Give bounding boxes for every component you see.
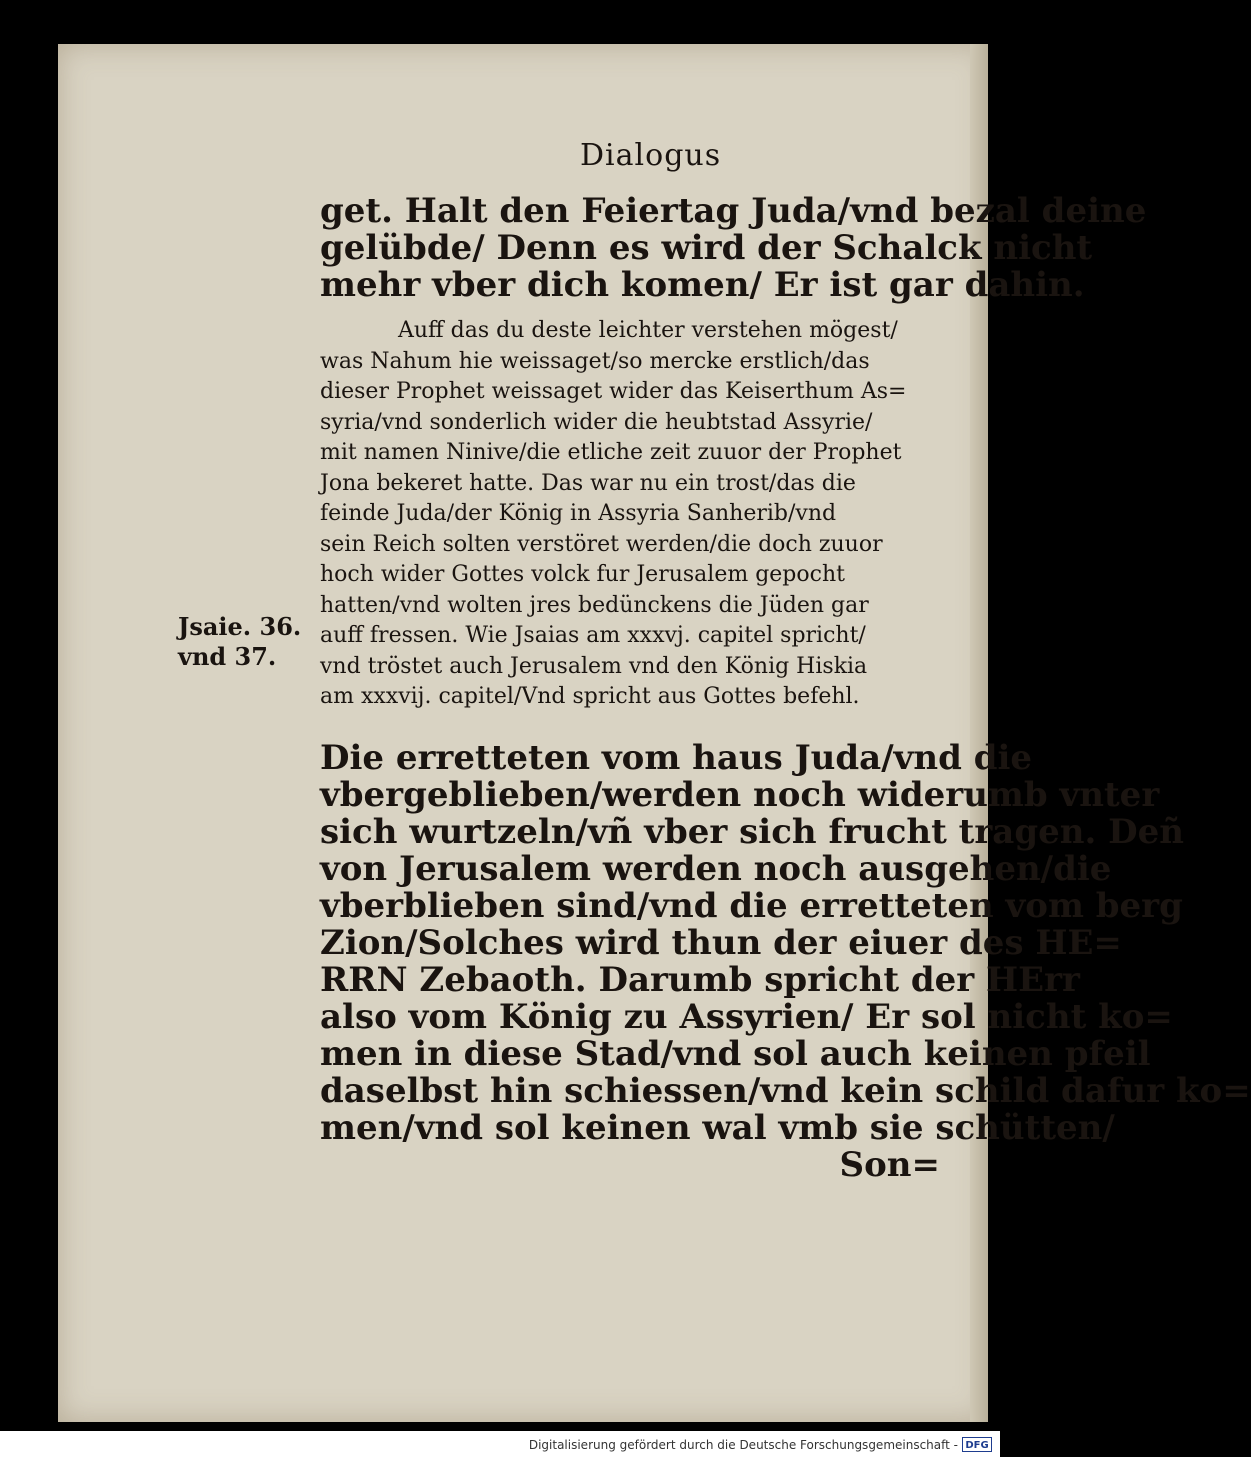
text-line: gelübde/ Denn es wird der Schalck nicht [320, 228, 1093, 268]
text-line: mit namen Ninive/die etliche zeit zuuor der Prophet [320, 440, 902, 465]
text-line: Jona bekeret hatte. Das war nu ein trost/das die [320, 470, 856, 496]
text-line: am xxxvij. capitel/Vnd spricht aus Gottes befehl. [320, 684, 860, 709]
dfg-logo-icon: DFG [962, 1437, 992, 1452]
text-line: RRN Zebaoth. Darumb spricht der HErr [320, 960, 1080, 1000]
text-line: Auff das du deste leichter verstehen mögest/ [398, 318, 898, 343]
text-line: auff fressen. Wie Jsaias am xxxvj. capitel spricht/ [320, 623, 866, 648]
text-line: get. Halt den Feiertag Juda/vnd bezal deine [320, 191, 1147, 231]
text-line: vbergeblieben/werden noch widerumb vnter [320, 775, 1160, 815]
marginal-note-line: Jsaie. 36. [178, 612, 302, 641]
text-line: hoch wider Gottes volck fur Jerusalem gepocht [320, 562, 845, 587]
text-line: vberblieben sind/vnd die erretteten vom berg [320, 886, 1183, 926]
text-line: vnd tröstet auch Jerusalem vnd den König Hiskia [320, 653, 868, 679]
text-line: feinde Juda/der König in Assyria Sanherib/vnd [320, 501, 837, 526]
text-line: sein Reich solten verstöret werden/die doch zuuor [320, 531, 883, 557]
text-line: was Nahum hie weissaget/so mercke erstlich/das [320, 348, 870, 374]
text-line: syria/vnd sonderlich wider die heubtstad Assyrie/ [320, 409, 873, 435]
text-line: men in diese Stad/vnd sol auch keinen pfeil [320, 1034, 1151, 1074]
marginal-note [178, 612, 301, 672]
text-line: dieser Prophet weissaget wider das Keiserthum As= [320, 379, 907, 404]
text-line: men/vnd sol keinen wal vmb sie schütten/ [320, 1108, 1115, 1148]
footer-bar [0, 1431, 1000, 1457]
text-line: Zion/Solches wird thun der eiuer des HE= [320, 923, 1122, 963]
marginal-note-line: vnd 37. [178, 642, 277, 671]
text-line: mehr vber dich komen/ Er ist gar dahin. [320, 265, 1085, 305]
running-head: Dialogus [580, 138, 722, 173]
commentary-block [320, 316, 906, 713]
verse-block-bottom [320, 740, 1251, 1184]
text-line: Die erretteten vom haus Juda/vnd die [320, 738, 1033, 778]
text-line: also vom König zu Assyrien/ Er sol nicht ko= [320, 997, 1173, 1037]
digitization-credit: Digitalisierung gefördert durch die Deutsche Forschungsgemeinschaft - [528, 1438, 958, 1452]
verse-block-top [320, 193, 1146, 304]
text-line: sich wurtzeln/vñ vber sich frucht tragen. Deñ [320, 812, 1184, 852]
text-line: hatten/vnd wolten jres bedünckens die Jüden gar [320, 592, 869, 618]
catchword: Son= [839, 1145, 940, 1185]
text-line: von Jerusalem werden noch ausgehen/die [320, 849, 1112, 889]
text-line: daselbst hin schiessen/vnd kein schild dafur ko= [320, 1071, 1251, 1111]
